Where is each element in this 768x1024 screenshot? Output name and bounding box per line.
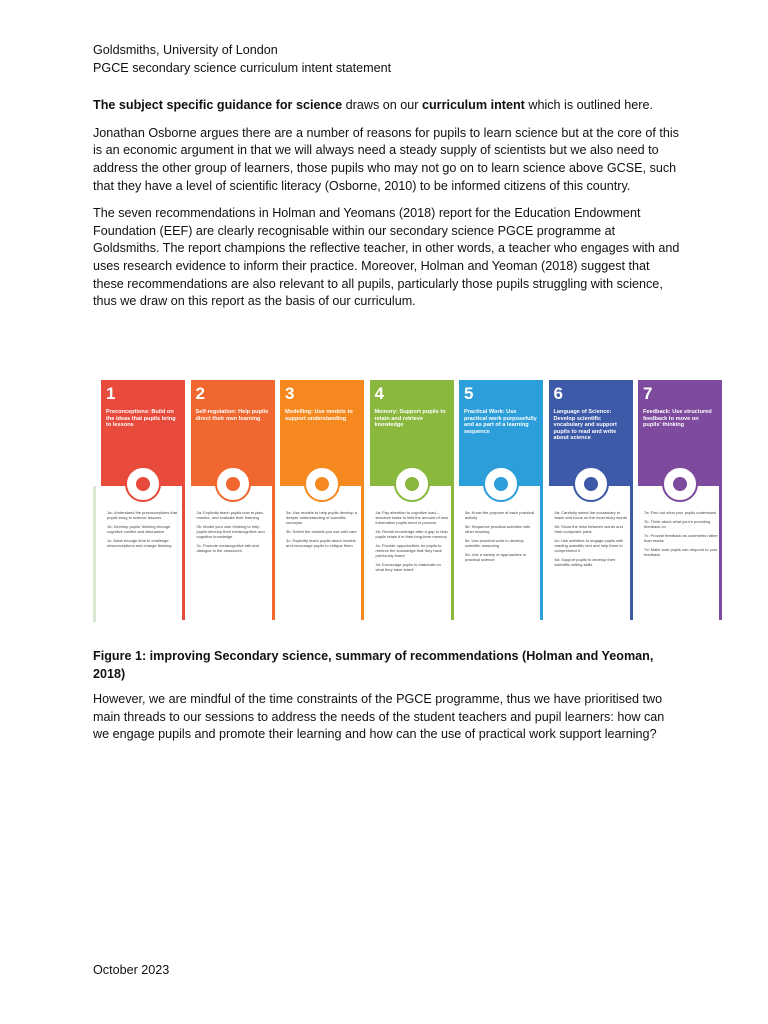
panel-list-item: 1a: Understand the preconceptions that pupils bring to science lessons [107, 510, 178, 520]
panel-list-item: 5b: Sequence practical activities with other learning [465, 524, 531, 534]
panel-list [644, 510, 718, 561]
panel-list-item: 5d: Use a variety of approaches to practical science [465, 552, 526, 562]
panel-edge [540, 486, 543, 620]
panel-title: Feedback: Use structured feedback to move on pupils' thinking [643, 409, 712, 429]
intro-text-1: draws on our [342, 98, 422, 113]
panel-list-item: 4b: Revisit knowledge after a gap to help pupils retain it in their long-term memory [375, 529, 448, 539]
panel-number: 4 [374, 384, 384, 403]
panel-edge [630, 486, 633, 620]
panel-list [376, 510, 450, 576]
panel-list-item: 6a: Carefully select the vocabulary to teach and focus on the most tricky words [554, 510, 627, 520]
paragraph-constraints: However, we are mindful of the time constraints of the PGCE programme, thus we have prioritised two main threads to our sessions to address the needs of the student teachers and pupil learners: how can we engage pupils and promote their learning and how can the use of practical work support learning? [93, 692, 665, 742]
panel-list-item: 6d: Support pupils to develop their scientific writing skills [554, 557, 616, 567]
intro-paragraph [93, 97, 683, 115]
panel-icon-dot [136, 477, 150, 491]
intro-bold-2: curriculum intent [421, 98, 525, 113]
panel-edge [361, 486, 364, 620]
panel-list-item: 4a: Pay attention to cognitive load—structure tasks to limit the amount of new information pupils need to process [375, 510, 449, 525]
recommendation-panel-6 [549, 380, 633, 620]
panel-list-item: 7d: Make sure pupils can respond to your feedback [644, 547, 718, 557]
panel-list-item: 7b: Think about what you're providing feedback on [644, 519, 711, 529]
panel-list-item: 5c: Use practical work to develop scientific reasoning [465, 538, 524, 548]
panel-number: 6 [553, 384, 563, 403]
panel-edge [719, 486, 722, 620]
panel-title: Self-regulation: Help pupils direct their own learning [195, 409, 269, 422]
paragraph-holman: The seven recommendations in Holman and Yeomans (2018) report for the Education Endowment Foundation (EEF) are clearly recognisable within our secondary science PGCE programme at Goldsmiths. The report champions the reflective teacher, in other words, a teacher who engages with and uses research evidence to inform their practice. Moreover, Holman and Yeoman (2018) suggest that these recommendations are also relevant to all pupils, particularly those pupils struggling with science, thus we draw on this report as the basis of our curriculum. [93, 206, 680, 309]
panel-number: 5 [464, 384, 474, 403]
panel-title: Practical Work: Use practical work purposefully and as part of a learning sequence [464, 409, 537, 435]
panel-number: 3 [285, 384, 295, 403]
header-title: PGCE secondary science curriculum intent statement [93, 60, 392, 75]
panel-icon-dot [226, 477, 240, 491]
panel-edge [451, 486, 454, 620]
panel-list-item: 6b: Show the links between words and their composite parts [554, 524, 623, 534]
panel-list-item: 1c: Allow enough time to challenge misconceptions and change thinking [107, 538, 172, 548]
panel-number: 7 [643, 384, 653, 403]
panel-title: Modelling: Use models to support understanding [285, 409, 353, 422]
panel-icon [573, 466, 609, 502]
recommendation-panel-2 [191, 380, 275, 620]
panel-list-item: 3a: Use models to help pupils develop a deeper understanding of scientific concepts [286, 510, 357, 525]
panel-list-item: 2c: Promote metacognitive talk and dialogue in the classroom [196, 543, 259, 553]
footer-date: October 2023 [93, 963, 170, 977]
panel-list-item: 2b: Model your own thinking to help pupils develop their metacognitive and cognitive knowledge [196, 524, 265, 539]
panel-title: Memory: Support pupils to retain and retrieve knowledge [374, 409, 446, 429]
panel-list-item: 3c: Explicitly teach pupils about models and encourage pupils to critique them [286, 538, 356, 548]
recommendation-panel-3 [280, 380, 364, 620]
recommendation-panel-7 [638, 380, 722, 620]
panel-icon-dot [405, 477, 419, 491]
panel-icon [304, 466, 340, 502]
panel-list [555, 510, 629, 571]
panel-list-item: 7c: Provide feedback as comments rather than marks [644, 533, 718, 543]
panel-list-item: 4d: Encourage pupils to elaborate on what they have learnt [375, 562, 441, 572]
panel-list-item: 1b: Develop pupils' thinking through cognitive conflict and discussion [107, 524, 171, 534]
panel-number: 2 [195, 384, 205, 403]
recommendation-panel-5 [459, 380, 543, 620]
panel-icon-dot [584, 477, 598, 491]
recommendation-panel-1 [101, 380, 185, 620]
panel-list-item: 5a: Know the purpose of each practical activity [465, 510, 535, 520]
panel-icon [662, 466, 698, 502]
panel-list [286, 510, 360, 552]
panel-list-item: 7a: Find out what your pupils understand [644, 510, 717, 515]
panel-edge [272, 486, 275, 620]
panel-title: Preconceptions: Build on the ideas that pupils bring to lessons [106, 409, 176, 429]
document-body [93, 42, 683, 321]
header-institution: Goldsmiths, University of London [93, 43, 278, 57]
panel-list-item: 2a: Explicitly teach pupils how to plan, monitor, and evaluate their learning [196, 510, 264, 520]
panel-list-item: 3b: Select the models you use with care [286, 529, 357, 534]
panel-list [107, 510, 181, 552]
paragraph-osborne: Jonathan Osborne argues there are a number of reasons for pupils to learn science but at the core of this is an economic argument in that we will always need a steady supply of scientists but we also need to address the other group of learners, those pupils who may not go on to learn science above GCSE, such that they have a level of scientific literacy (Osborne, 2010) to be informed citizens of this country. [93, 125, 679, 193]
panel-icon [125, 466, 161, 502]
intro-text-2: which is outlined here. [524, 98, 653, 113]
recommendations-figure [93, 380, 724, 622]
panel-list-item: 6c: Use activities to engage pupils with reading scientific text and help them to comprehend it [554, 538, 624, 553]
figure-caption: Figure 1: improving Secondary science, summary of recommendations (Holman and Yeoman, 2018) [93, 649, 654, 681]
document-header [93, 42, 683, 77]
recommendation-panel-4 [370, 380, 454, 620]
panel-icon [215, 466, 251, 502]
panel-icon-dot [673, 477, 687, 491]
panel-icon [483, 466, 519, 502]
panel-list [197, 510, 271, 557]
panel-number: 1 [106, 384, 116, 403]
panel-list-item: 4c: Provide opportunities for pupils to retrieve the knowledge that they have previously learnt [375, 543, 442, 558]
panel-list [465, 510, 539, 566]
panel-title: Language of Science: Develop scientific vocabulary and support pupils to read and write about science [553, 409, 617, 442]
intro-bold-1: The subject specific guidance for science [93, 98, 343, 113]
panel-edge [182, 486, 185, 620]
panel-icon-dot [494, 477, 508, 491]
panel-icon [394, 466, 430, 502]
panel-icon-dot [315, 477, 329, 491]
